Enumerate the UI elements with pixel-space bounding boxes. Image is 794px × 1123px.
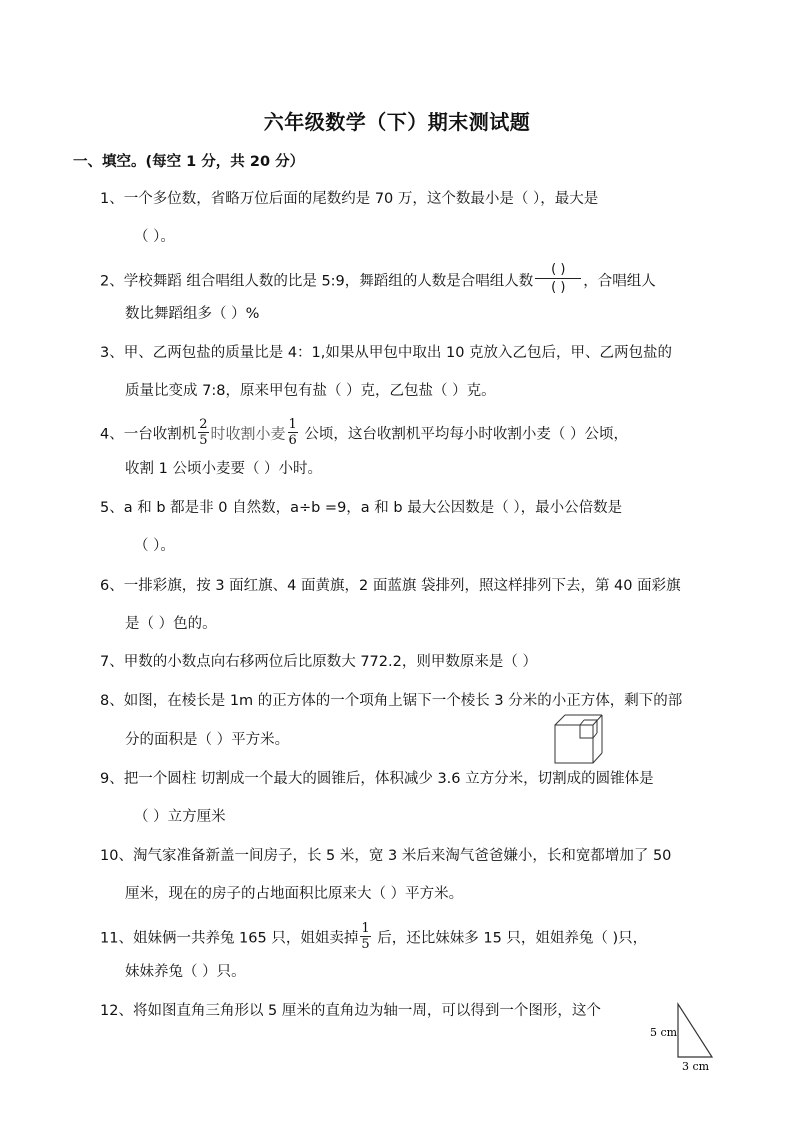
question-2-blank-fraction [535,263,581,294]
question-10-line-1: 10、淘气家准备新盖一间房子，长 5 米，宽 3 米后来淘气爸爸嫌小，长和宽都增加了 50 [100,848,672,864]
fraction-denominator: ( ) [551,280,566,295]
fraction-numerator: 2 [199,417,208,432]
question-11-line-2: 妹妹养兔（ ）只。 [125,964,246,980]
right-triangle-figure [648,1002,718,1074]
fraction-denominator: 5 [199,433,208,448]
question-5-line-2: （ ）。 [134,538,175,554]
triangle-base-label: 3 cm [682,1060,710,1073]
question-11-text-b: 后，还比妹妹多 15 只，姐姐养兔（ )只， [372,930,648,947]
cube-figure [554,714,604,766]
question-4-line-2: 收割 1 公顷小麦要（ ）小时。 [125,461,323,477]
question-6-line-2: 是（ ）色的。 [125,616,217,632]
question-2-text-a: 2、学校舞蹈 组合唱组人数的比是 5:9，舞蹈组的人数是合唱组人数 [100,273,534,290]
question-1-line-1: 1、一个多位数，省略万位后面的尾数约是 70 万，这个数最小是（ ），最大是 [100,191,599,207]
question-4-text-mid: 时收割小麦 [210,424,286,443]
question-9-line-1: 9、把一个圆柱 切割成一个最大的圆锥后，体积减少 3.6 立方分米，切割成的圆锥体是 [100,771,654,787]
fraction-bar [535,278,581,279]
fraction-denominator: 6 [288,433,297,448]
question-6-line-1: 6、一排彩旗，按 3 面红旗、4 面黄旗，2 面蓝旗 袋排列，照这样排列下去，第 40 面彩旗 [100,578,681,594]
question-9-line-2: （ ）立方厘米 [134,809,226,825]
question-8-line-1: 8、如图，在棱长是 1m 的正方体的一个项角上锯下一个棱长 3 分米的小正方体，剩下的部 [100,693,683,709]
triangle-height-label: 5 cm [650,1026,678,1039]
question-2-text-b: ，合唱组人 [583,273,656,290]
question-11-line-1 [100,921,648,953]
question-2-line-2: 数比舞蹈组多（ ）% [125,306,260,322]
question-2-line-1 [100,262,656,297]
question-5-line-1: 5、a 和 b 都是非 0 自然数，a÷b =9，a 和 b 最大公因数是（ ），最小公倍数是 [100,500,623,516]
question-12-line-1: 12、将如图直角三角形以 5 厘米的直角边为轴一周，可以得到一个图形，这个 [100,1003,601,1019]
page-title: 六年级数学（下）期末测试题 [263,110,531,134]
question-8-line-2: 分的面积是（ ）平方米。 [125,732,290,748]
question-4-line-1 [100,417,629,449]
question-4-text-b: 公顷，这台收割机平均每小时收割小麦（ ）公顷， [299,426,629,443]
question-11-text-a: 11、姐妹俩一共养兔 165 只，姐姐卖掉 [100,930,359,947]
section-heading: 一、填空。(每空 1 分，共 20 分） [73,154,305,170]
question-3-line-2: 质量比变成 7:8，原来甲包有盐（ ）克，乙包盐（ ）克。 [125,383,496,399]
question-3-line-1: 3、甲、乙两包盐的质量比是 4：1,如果从甲包中取出 10 克放入乙包后，甲、乙两包盐的 [100,345,673,361]
triangle-shape [678,1004,712,1057]
question-10-line-2: 厘米，现在的房子的占地面积比原来大（ ）平方米。 [125,886,464,902]
question-4-text-a: 4、一台收割机 [100,426,197,443]
fraction-one-sixth [288,418,298,447]
fraction-two-fifths [198,418,208,447]
question-7-line-1: 7、甲数的小数点向右移两位后比原数大 772.2，则甲数原来是（ ） [100,654,537,670]
fraction-numerator: 1 [288,417,297,432]
question-1-line-2: （ ）。 [134,229,175,245]
fraction-numerator: 1 [361,921,370,936]
fraction-numerator: ( ) [551,262,566,277]
fraction-one-fifth [360,922,370,951]
fraction-denominator: 5 [361,937,370,952]
